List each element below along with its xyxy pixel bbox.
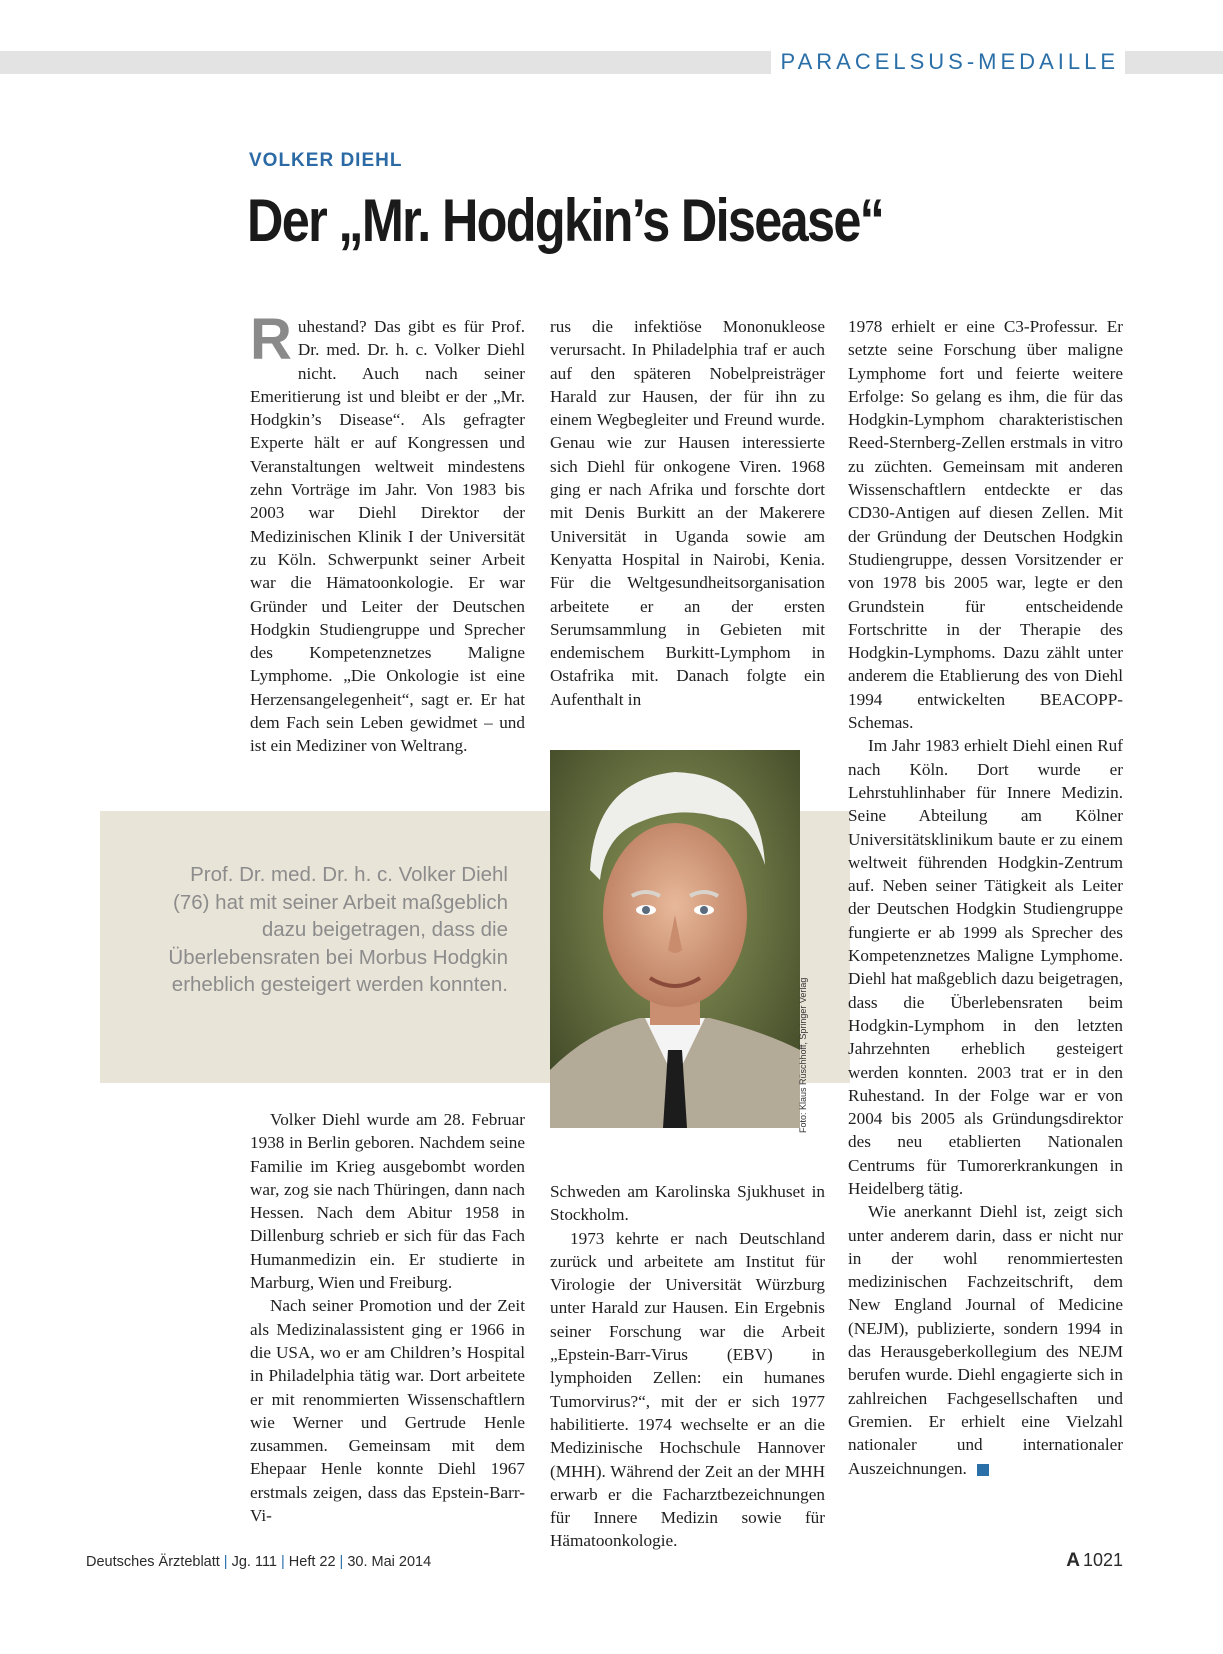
intro-paragraph: uhestand? Das gibt es für Prof. Dr. med. Dr. h. c. Volker Diehl nicht. Auch nach seiner Emeritierung ist und bleibt er der „Mr. Hodgkin’s Disease“. Als gefragter Experte hält er auf Kongressen und Veranstaltungen weltweit mindestens zehn Vorträge im Jahr. Von 1983 bis 2003 war Diehl Direktor der Medizinischen Klinik I der Universität zu Köln. Schwerpunkt seiner Arbeit war die Hämatoonkologie. Er war Gründer und Leiter der Deutschen Hodgkin Studiengruppe und Sprecher des Kompetenznetzes Maligne Lymphome. „Die Onkologie ist eine Herzensangelegenheit“, sagt er. Er hat dem Fach sein Leben gewidmet – und ist ein Mediziner von Weltrang. xyxy=(250,317,525,756)
journal-date: 30. Mai 2014 xyxy=(347,1554,432,1570)
column-2-top xyxy=(550,315,825,711)
article-headline: Der „Mr. Hodgkin’s Disease“ xyxy=(247,187,884,254)
drop-cap: R xyxy=(250,307,292,372)
article-kicker: VOLKER DIEHL xyxy=(249,150,403,171)
paragraph-philadelphia: rus die infektiöse Mononukleose verursacht. In Philadelphia traf er auch auf den späteren Nobelpreisträger Harald zur Hausen, der für ihn zu einem Wegbegleiter und Freund wurde. Genau wie zur Hausen interessierte sich Diehl für onkogene Viren. 1968 ging er nach Afrika und forschte dort mit Denis Burkitt an der Makerere Universität in Uganda sowie am Kenyatta Hospital in Nairobi, Kenia. Für die Weltgesundheitsorganisation arbeitete er an der ersten Serumsammlung in Gebieten mit endemischem Burkitt-Lymphom in Ostafrika mit. Danach folgte ein Aufenthalt in xyxy=(550,317,825,709)
page-number xyxy=(1066,1550,1123,1572)
paragraph-birth: Volker Diehl wurde am 28. Februar 1938 in Berlin geboren. Nachdem seine Familie im Krieg ausgebombt worden war, zog sie nach Thüringen, dann nach Hessen. Nach dem Abitur 1958 in Dillenburg schrieb er sich für das Fach Humanmedizin ein. Er studierte in Marburg, Wien und Freiburg. xyxy=(250,1110,525,1293)
paragraph-usa: Nach seiner Promotion und der Zeit als Medizinalassistent ging er 1966 in die USA, wo er am Children’s Hospital in Philadelphia tätig war. Dort arbeitete er mit renommierten Wissenschaftlern wie Werner und Gertrude Henle zusammen. Gemeinsam mit dem Ehepaar Henle konnte Diehl 1967 erstmals zeigen, dass das Epstein-Barr-Vi- xyxy=(250,1296,525,1526)
column-3 xyxy=(848,315,1123,1480)
paragraph-recognition-text: Wie anerkannt Diehl ist, zeigt sich unter anderem darin, dass er nicht nur in der wohl renommiertesten medizinischen Fachzeitschrift, dem New England Journal of Medicine (NEJM), publizierte, sondern 1994 in das Herausgeberkollegium des NEJM berufen wurde. Diehl engagierte sich in zahlreichen Fachgesellschaften und Gremien. Er erhielt eine Vielzahl nationaler und internationaler Auszeichnungen. xyxy=(848,1202,1123,1478)
footer-separator: | xyxy=(281,1554,285,1570)
journal-name: Deutsches Ärzteblatt xyxy=(86,1554,220,1570)
paragraph-wuerzburg: 1973 kehrte er nach Deutschland zurück und arbeitete am Institut für Virologie der Universität Würzburg unter Harald zur Hausen. Ein Ergebnis seiner Forschung war die Arbeit „Epstein-Barr-Virus (EBV) in lymphoiden Zellen: ein humanes Tumorvirus?“, mit der er sich 1977 habilitierte. 1974 wechselte er an die Medizinische Hochschule Hannover (MHH). Während der Zeit an der MHH erwarb er die Facharztbezeichnungen für Innere Medizin sowie für Hämatoonkologie. xyxy=(550,1228,825,1551)
footer-citation xyxy=(86,1554,431,1570)
column-1-top xyxy=(250,307,525,758)
journal-issue: Heft 22 xyxy=(288,1554,336,1570)
page-number-value: 1021 xyxy=(1082,1550,1123,1570)
portrait-illustration xyxy=(550,750,800,1128)
column-2-bottom xyxy=(550,1180,825,1553)
footer-separator: | xyxy=(223,1554,228,1570)
pull-quote: Prof. Dr. med. Dr. h. c. Volker Diehl (76) hat mit seiner Arbeit maßgeblich dazu beigetragen, dass die Überlebensraten bei Morbus Hodgkin erheblich gesteigert werden konnten. xyxy=(168,863,508,996)
paragraph-stockholm: Schweden am Karolinska Sjukhuset in Stockholm. xyxy=(550,1182,825,1225)
journal-volume: Jg. 111 xyxy=(231,1554,277,1570)
paragraph-koeln: Im Jahr 1983 erhielt Diehl einen Ruf nach Köln. Dort wurde er Lehrstuhlinhaber für Innere Medizin. Seine Abteilung am Kölner Universitätsklinikum baute er zu einem weltweit führenden Hodgkin-Zentrum auf. Neben seiner Tätigkeit als Leiter der Deutschen Hodgkin Studiengruppe fungierte er ab 1999 als Sprecher des Kompetenznetzes Maligne Lymphome. Diehl hat maßgeblich dazu beigetragen, dass die Überlebensraten beim Hodgkin-Lymphom in den letzten Jahrzehnten erheblich gesteigert werden konnten. 2003 trat er in den Ruhestand. In der Folge war er von 2004 bis 2005 als Gründungsdirektor des neu etablierten Nationalen Centrums für Tumorerkrankungen in Heidelberg tätig. xyxy=(848,736,1123,1198)
column-1-bottom xyxy=(250,1108,525,1527)
paragraph-recognition xyxy=(848,1200,1123,1480)
end-mark xyxy=(977,1464,989,1476)
portrait-photo xyxy=(550,750,800,1128)
paragraph-professorship: 1978 erhielt er eine C3-Professur. Er setzte seine Forschung über maligne Lymphome fort und feierte weitere Erfolge: So gelang es ihm, die für das Hodgkin-Lymphom charakteristischen Reed-Sternberg-Zellen erstmals in vitro zu züchten. Gemeinsam mit anderen Wissenschaftlern entdeckte er das CD30-Antigen auf diesen Zellen. Mit der Gründung der Deutschen Hodgkin Studiengruppe, dessen Vorsitzender er von 1978 bis 2005 war, legte er den Grundstein für entscheidende Fortschritte in der Therapie des Hodgkin-Lymphoms. Dazu zählt unter anderem die Etablierung des von Diehl 1994 entwickelten BEACOPP-Schemas. xyxy=(848,317,1123,733)
section-title: PARACELSUS-MEDAILLE xyxy=(771,47,1125,77)
page-prefix: A xyxy=(1066,1550,1080,1571)
footer-separator: | xyxy=(339,1554,344,1570)
photo-credit: Foto: Klaus Rüschhoff, Springer Verlag xyxy=(798,977,808,1133)
